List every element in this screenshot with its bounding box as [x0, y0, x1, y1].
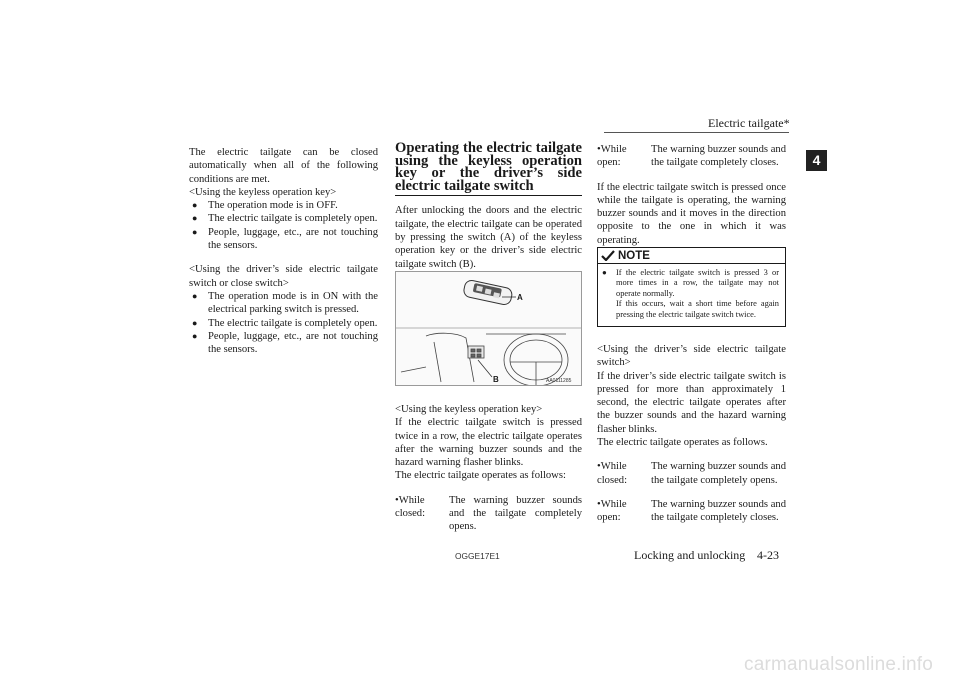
operates-text: The electric tailgate operates as follows: [395, 470, 566, 482]
operates-text: The electric tailgate operates as follows. [597, 437, 768, 449]
note-bullet: ● If the electric tailgate switch is pressed 3 or more times in a row, the tailgate may not operate normally. [602, 268, 779, 298]
chapter-tab: 4 [806, 150, 827, 171]
operation-row [597, 460, 786, 487]
row-label: •While open: [597, 498, 627, 524]
bullet-icon: ● [192, 200, 198, 211]
row-label: •While closed: [597, 461, 628, 486]
operation-row [597, 143, 786, 170]
bullet-icon: ● [602, 268, 607, 277]
note-label: NOTE [618, 249, 650, 262]
driver-switch-text: If the driver’s side electric tailgate switch is pressed for more than approximately 1 second, the electric tailgate operates after the buzzer sounds and the hazard warning flasher blinks. [597, 370, 786, 435]
bullet-item: ● People, luggage, etc., are not touching the sensors. [189, 330, 378, 357]
bullet-icon: ● [192, 317, 198, 328]
subheading-driver-switch: <Using the driver’s side electric tailgate switch or close switch> [189, 264, 378, 289]
page-number: 4-23 [757, 548, 779, 562]
row-desc: The warning buzzer sounds and the tailgate completely opens. [449, 494, 582, 533]
document-code: OGGE17E1 [455, 551, 500, 561]
column-1 [189, 146, 378, 356]
figure-code: AA0111285 [546, 378, 572, 384]
subheading-keyless-key: <Using the keyless operation key> [189, 186, 337, 198]
row-desc: The warning buzzer sounds and the tailgate completely closes. [651, 498, 786, 524]
operation-row [597, 498, 786, 525]
header-rule [604, 132, 789, 133]
section-heading: Operating the electric tailgate using the keyless operation key or the driver’s side electric tailgate switch [395, 142, 582, 196]
keyless-key-and-switch-illustration [395, 271, 582, 386]
dashboard-switch-icon [401, 333, 568, 385]
operation-row [395, 494, 582, 534]
running-header: Electric tailgate* [708, 116, 790, 130]
bullet-item: ● The electric tailgate is completely open. [189, 317, 378, 330]
column-3 [597, 143, 786, 247]
note-box [597, 247, 786, 327]
reverse-operation-text: If the electric tailgate switch is pressed once while the tailgate is operating, the warning buzzer sounds and it moves in the direction opposite to the one in which it was operating. [597, 181, 786, 246]
row-label: •While closed: [395, 494, 426, 520]
row-desc: The warning buzzer sounds and the tailgate completely opens. [651, 461, 786, 486]
checkmark-icon [601, 250, 615, 261]
note-extra: If this occurs, wait a short time before again pressing the electric tailgate switch twice. [616, 299, 779, 319]
column-3-lower [597, 343, 786, 525]
bullet-item: ● The electric tailgate is completely open. [189, 212, 378, 225]
note-body [598, 264, 785, 324]
watermark: carmanualsonline.info [744, 654, 934, 675]
bullet-item: ● People, luggage, etc., are not touching the sensors. [189, 226, 378, 253]
bullet-icon: ● [192, 226, 198, 237]
row-desc: The warning buzzer sounds and the tailgate completely closes. [651, 144, 786, 169]
note-header [598, 248, 785, 264]
row-label: •While open: [597, 144, 627, 169]
illustration-svg [396, 272, 581, 385]
subheading-keyless-key: <Using the keyless operation key> [395, 404, 543, 415]
column-2 [395, 142, 582, 271]
keyless-key-text: If the electric tailgate switch is pressed twice in a row, the electric tailgate operates after the warning buzzer sounds and the hazard warning flasher blinks. [395, 417, 582, 469]
callout-b: B [493, 375, 499, 384]
bullet-icon: ● [192, 290, 198, 301]
column-2-lower [395, 403, 582, 534]
bullet-item: ● The operation mode is in ON with the electrical parking switch is pressed. [189, 290, 378, 317]
subheading-driver-switch: <Using the driver’s side electric tailgate switch> [597, 344, 786, 369]
intro-text: After unlocking the doors and the electric tailgate, the electric tailgate can be operated by pressing the switch (A) of the keyless operation key or the driver’s side electric tailgate switch (B). [395, 205, 582, 270]
bullet-item: ● The operation mode is in OFF. [189, 199, 378, 212]
bullet-icon: ● [192, 213, 198, 224]
bullet-icon: ● [192, 330, 198, 341]
footer-section: Locking and unlocking [634, 548, 746, 562]
intro-text: The electric tailgate can be closed automatically when all of the following conditions are met. [189, 147, 378, 185]
keyless-key-icon [463, 279, 513, 306]
callout-a: A [517, 293, 523, 302]
